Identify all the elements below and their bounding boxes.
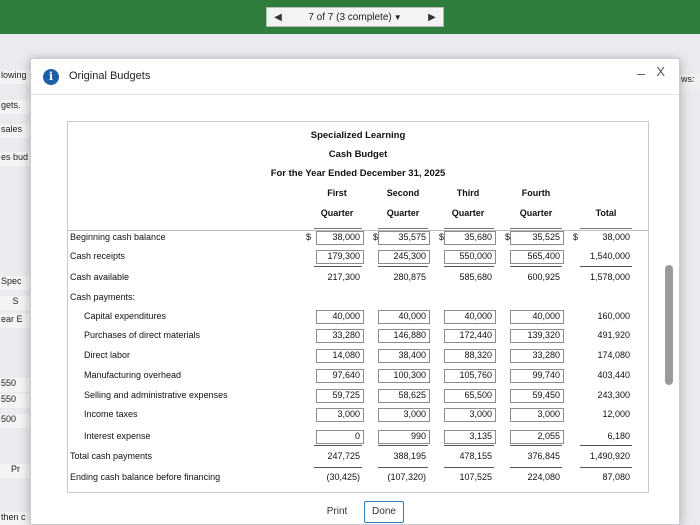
value-cell: 100,300 — [393, 370, 426, 380]
bg-fragment: S — [0, 296, 30, 310]
value-cell: 6,180 — [607, 431, 630, 441]
bg-fragment: ear E — [0, 314, 30, 328]
value-cell: 3,000 — [537, 409, 560, 419]
value-cell: 217,300 — [327, 272, 360, 282]
value-cell: 2,055 — [537, 431, 560, 441]
subtotal-rule — [444, 445, 494, 446]
dollar-sign: $ — [306, 232, 312, 242]
triangle-left-icon[interactable]: ◀ — [274, 11, 282, 23]
bg-fragment-right: ws: — [678, 74, 700, 90]
value-cell: 59,725 — [332, 390, 360, 400]
value-cell: 38,000 — [602, 232, 630, 242]
row-label: Cash receipts — [70, 251, 126, 261]
row-label: Capital expenditures — [84, 311, 167, 321]
row-label: Interest expense — [84, 431, 151, 441]
subtotal-rule — [378, 467, 428, 468]
row-label: Manufacturing overhead — [84, 370, 182, 380]
column-underline — [510, 228, 562, 229]
print-button[interactable]: Print — [317, 501, 357, 523]
value-cell: 179,300 — [327, 251, 360, 261]
value-cell: 35,680 — [464, 232, 492, 242]
bg-fragment: Spec — [0, 276, 30, 290]
value-cell: 478,155 — [459, 451, 492, 461]
column-underline — [444, 228, 494, 229]
dialog-title: Original Budgets — [69, 70, 151, 82]
column-header-bottom: Quarter — [320, 208, 354, 218]
value-cell: 491,920 — [597, 330, 630, 340]
value-cell: 12,000 — [602, 409, 630, 419]
dollar-sign: $ — [505, 232, 511, 242]
column-header-bottom: Quarter — [386, 208, 420, 218]
chevron-down-icon: ▼ — [393, 12, 402, 22]
report-name: Cash Budget — [328, 149, 388, 160]
value-cell: 174,080 — [597, 350, 630, 360]
subtotal-rule — [444, 467, 494, 468]
bg-fragment: gets. — [0, 100, 30, 114]
value-cell: 600,925 — [527, 272, 560, 282]
row-label: Ending cash balance before financing — [70, 472, 221, 482]
subtotal-rule — [378, 445, 428, 446]
value-cell: 99,740 — [532, 370, 560, 380]
bg-fragment: 500 — [0, 414, 30, 428]
value-cell: 1,490,920 — [589, 451, 630, 461]
question-pager[interactable] — [266, 7, 444, 27]
row-label: Income taxes — [84, 409, 138, 419]
value-cell: 376,845 — [527, 451, 560, 461]
value-cell: 3,135 — [469, 431, 492, 441]
subtotal-rule — [444, 266, 494, 267]
value-cell: 990 — [410, 431, 426, 441]
value-cell: 38,000 — [332, 232, 360, 242]
subtotal-rule — [314, 467, 362, 468]
value-cell: 65,500 — [464, 390, 492, 400]
value-cell: 40,000 — [332, 311, 360, 321]
value-cell: 14,080 — [332, 350, 360, 360]
column-header-top: First — [327, 188, 347, 198]
top-bar — [0, 0, 700, 34]
row-label: Direct labor — [84, 350, 131, 360]
column-underline — [580, 228, 632, 229]
value-cell: 172,440 — [459, 330, 492, 340]
row-label: Selling and administrative expenses — [84, 390, 228, 400]
triangle-right-icon[interactable]: ▶ — [428, 11, 436, 23]
pager-label-text: 7 of 7 (3 complete) — [308, 11, 392, 23]
column-header-bottom: Quarter — [451, 208, 485, 218]
report-period: For the Year Ended December 31, 2025 — [270, 168, 446, 179]
subtotal-rule — [580, 445, 632, 446]
value-cell: 87,080 — [602, 472, 630, 482]
subtotal-rule — [378, 266, 428, 267]
value-cell: 0 — [354, 431, 360, 441]
subtotal-rule — [580, 266, 632, 267]
value-cell: 247,725 — [327, 451, 360, 461]
column-header-top: Third — [456, 188, 480, 198]
bg-fragment: lowing — [0, 70, 30, 84]
row-label: Purchases of direct materials — [84, 330, 201, 340]
dollar-sign: $ — [439, 232, 445, 242]
subtotal-rule — [510, 266, 562, 267]
value-cell: 565,400 — [527, 251, 560, 261]
value-cell: 224,080 — [527, 472, 560, 482]
company-name: Specialized Learning — [310, 130, 406, 141]
value-cell: 88,320 — [464, 350, 492, 360]
value-cell: 33,280 — [332, 330, 360, 340]
bg-fragment: then c — [0, 512, 30, 525]
vertical-scrollbar[interactable] — [665, 265, 673, 385]
value-cell: 107,525 — [459, 472, 492, 482]
dollar-sign: $ — [573, 232, 579, 242]
column-header-bottom: Quarter — [519, 208, 553, 218]
pager-label[interactable] — [289, 12, 421, 23]
column-underline — [378, 228, 428, 229]
value-cell: 3,000 — [403, 409, 426, 419]
subtotal-rule — [510, 445, 562, 446]
original-budgets-dialog — [30, 58, 680, 525]
row-label: Beginning cash balance — [70, 232, 166, 242]
done-button[interactable]: Done — [364, 501, 404, 523]
value-cell: 160,000 — [597, 311, 630, 321]
column-underline — [314, 228, 362, 229]
row-label: Cash payments: — [70, 292, 136, 302]
value-cell: (107,320) — [387, 472, 426, 482]
value-cell: 403,440 — [597, 370, 630, 380]
value-cell: 33,280 — [532, 350, 560, 360]
bg-fragment: 550 — [0, 378, 30, 392]
close-button[interactable]: X — [656, 64, 665, 79]
subtotal-rule — [314, 445, 362, 446]
value-cell: 40,000 — [532, 311, 560, 321]
value-cell: 280,875 — [393, 272, 426, 282]
info-icon: i — [43, 69, 59, 85]
subtotal-rule — [314, 266, 362, 267]
dollar-sign: $ — [373, 232, 379, 242]
minimize-button[interactable]: – — [637, 65, 645, 81]
value-cell: 35,575 — [398, 232, 426, 242]
value-cell: 40,000 — [398, 311, 426, 321]
value-cell: 105,760 — [459, 370, 492, 380]
bg-fragment: Pr — [0, 464, 30, 478]
value-cell: 1,578,000 — [589, 272, 630, 282]
value-cell: 243,300 — [597, 390, 630, 400]
row-label: Cash available — [70, 272, 130, 282]
value-cell: 3,000 — [337, 409, 360, 419]
cash-budget-sheet — [67, 121, 649, 493]
value-cell: 585,680 — [459, 272, 492, 282]
dialog-header — [31, 59, 679, 95]
value-cell: 59,450 — [532, 390, 560, 400]
row-label: Total cash payments — [70, 451, 153, 461]
bg-fragment: sales — [0, 124, 30, 138]
value-cell: 245,300 — [393, 251, 426, 261]
column-header-top: Second — [386, 188, 420, 198]
value-cell: 3,000 — [469, 409, 492, 419]
bg-fragment: es bud — [0, 152, 30, 166]
value-cell: (30,425) — [326, 472, 360, 482]
value-cell: 40,000 — [464, 311, 492, 321]
column-header-top: Fourth — [521, 188, 551, 198]
value-cell: 97,640 — [332, 370, 360, 380]
value-cell: 58,625 — [398, 390, 426, 400]
value-cell: 139,320 — [527, 330, 560, 340]
column-header-bottom: Total — [595, 208, 617, 218]
value-cell: 35,525 — [532, 232, 560, 242]
bg-fragment: 550 — [0, 394, 30, 408]
value-cell: 550,000 — [459, 251, 492, 261]
value-cell: 146,880 — [393, 330, 426, 340]
subtotal-rule — [510, 467, 562, 468]
value-cell: 1,540,000 — [589, 251, 630, 261]
subtotal-rule — [580, 467, 632, 468]
value-cell: 388,195 — [393, 451, 426, 461]
value-cell: 38,400 — [398, 350, 426, 360]
